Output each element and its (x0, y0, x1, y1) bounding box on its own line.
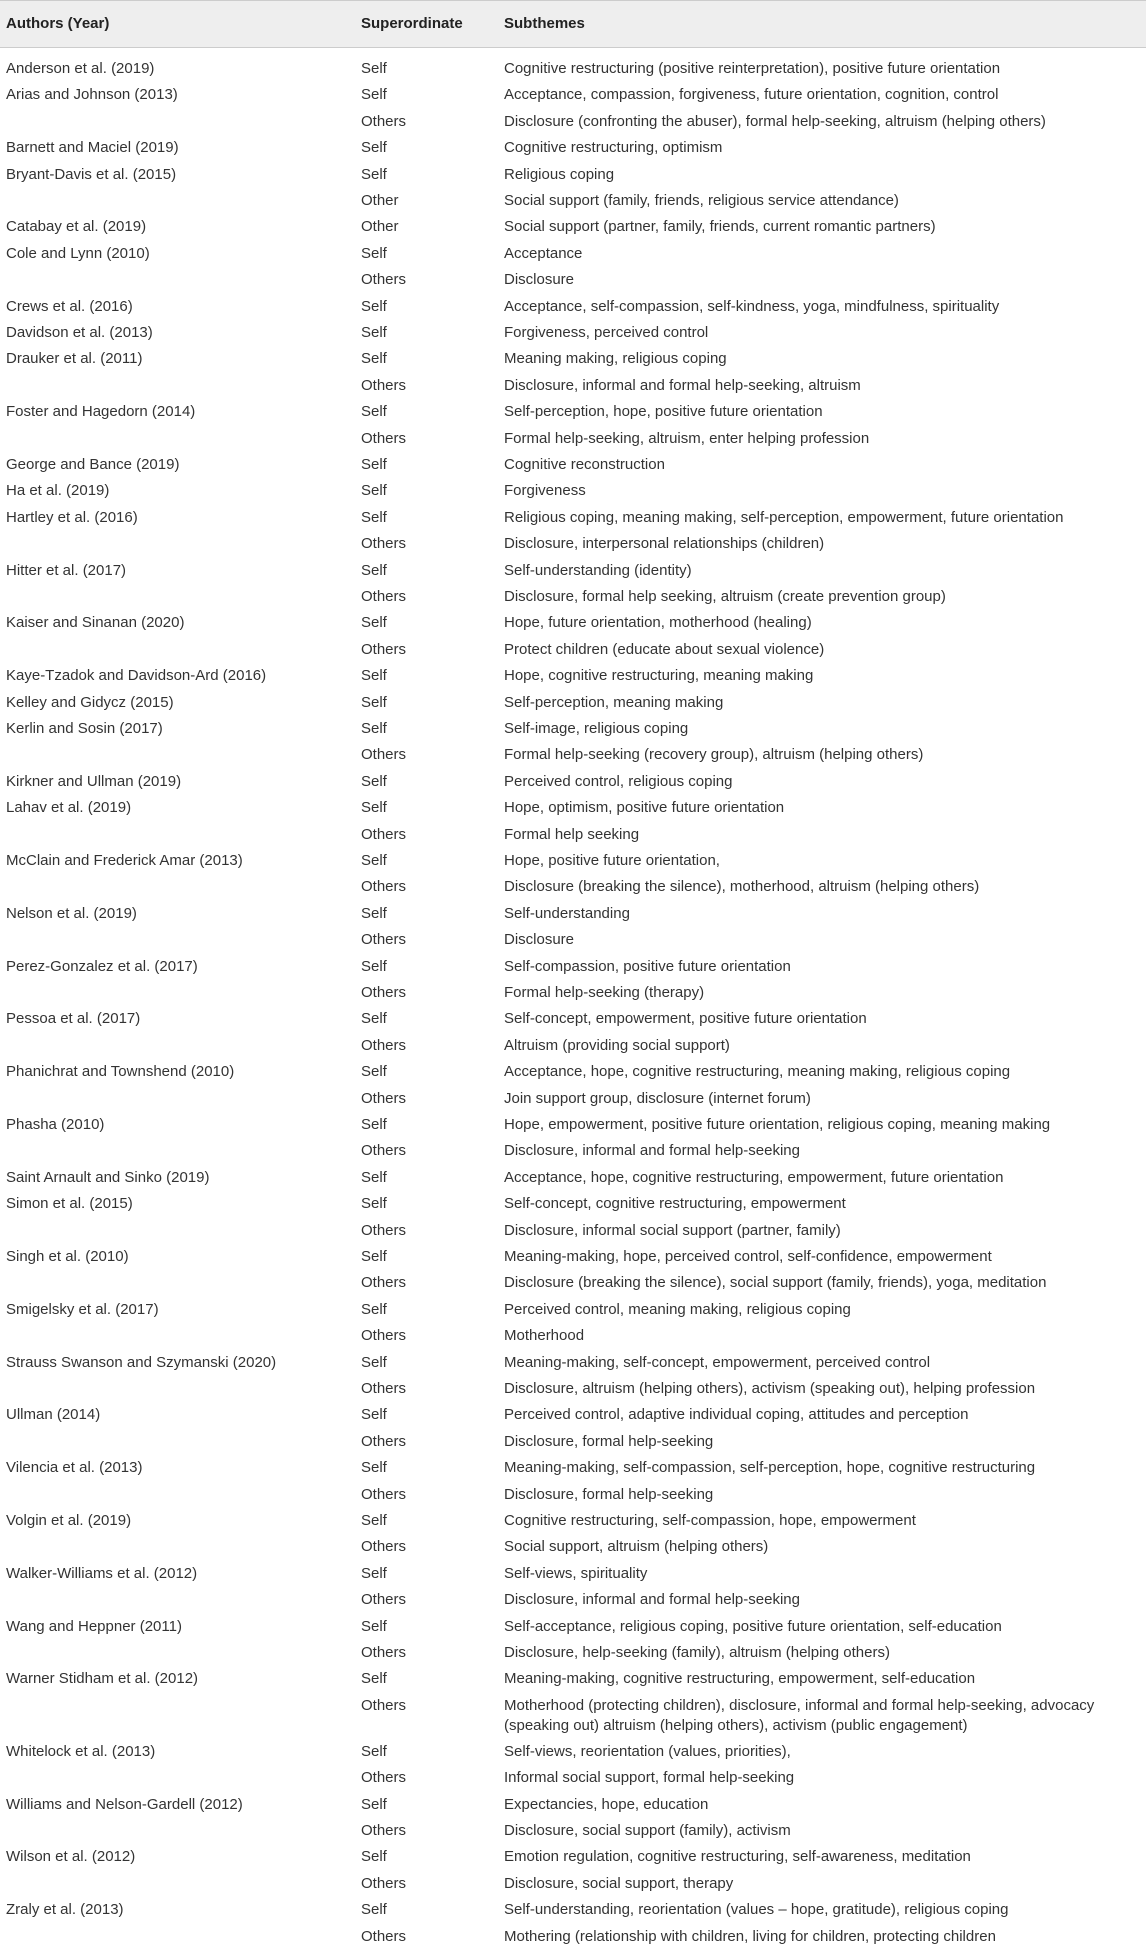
table-row (0, 188, 1146, 214)
cell-superordinate: Others (361, 1274, 407, 1292)
table-row (0, 1587, 1146, 1613)
table-row (0, 1897, 1146, 1923)
cell-superordinate: Self (361, 350, 387, 368)
cell-superordinate: Self (361, 1617, 387, 1635)
cell-superordinate: Self (361, 1353, 387, 1371)
cell-subthemes: Self-views, reorientation (values, priorities), (504, 1742, 791, 1760)
table-row (0, 531, 1146, 557)
cell-subthemes: Acceptance, hope, cognitive restructuring, meaning making, religious coping (504, 1063, 1011, 1081)
cell-author: Ullman (2014) (6, 1406, 101, 1424)
cell-subthemes: Self-image, religious coping (504, 720, 689, 737)
cell-subthemes: Religious coping (504, 165, 615, 183)
cell-superordinate: Others (361, 640, 407, 658)
cell-superordinate: Self (361, 957, 387, 975)
cell-superordinate: Self (361, 482, 387, 500)
cell-subthemes: Hope, positive future orientation, (504, 852, 720, 869)
cell-superordinate: Others (361, 878, 407, 896)
cell-author: Drauker et al. (2011) (6, 350, 143, 368)
table-row (0, 1429, 1146, 1455)
table-row (0, 241, 1146, 267)
cell-superordinate: Self (361, 508, 387, 526)
cell-superordinate: Self (361, 561, 387, 579)
table-row (0, 1033, 1146, 1059)
cell-author: Perez-Gonzalez et al. (2017) (6, 957, 198, 975)
cell-author: Catabay et al. (2019) (6, 218, 147, 236)
cell-superordinate: Self (361, 297, 387, 315)
cell-subthemes: Meaning-making, hope, perceived control, self-confidence, empowerment (504, 1248, 992, 1265)
cell-subthemes: Meaning-making, self-compassion, self-perception, hope, cognitive restructuring (504, 1459, 1036, 1477)
table-row (0, 610, 1146, 636)
cell-author: Hitter et al. (2017) (6, 561, 127, 579)
cell-subthemes: Cognitive restructuring, self-compassion, hope, empowerment (504, 1512, 916, 1529)
table-row (0, 1792, 1146, 1818)
cell-superordinate: Self (361, 852, 387, 869)
cell-subthemes: Cognitive reconstruction (504, 456, 665, 473)
table-row (0, 320, 1146, 346)
cell-subthemes: Disclosure, social support, therapy (504, 1874, 734, 1892)
cell-author: Kaiser and Sinanan (2020) (6, 614, 185, 632)
cell-superordinate: Others (361, 112, 407, 130)
cell-superordinate: Others (361, 1769, 407, 1787)
cell-superordinate: Others (361, 376, 407, 394)
cell-subthemes: Social support (family, friends, religious service attendance) (504, 192, 899, 209)
table-row (0, 1534, 1146, 1560)
table-row (0, 82, 1146, 108)
cell-subthemes: Self-concept, empowerment, positive future orientation (504, 1010, 867, 1028)
cell-superordinate: Others (361, 1221, 407, 1239)
table-row (0, 1112, 1146, 1138)
cell-subthemes: Perceived control, meaning making, religious coping (504, 1300, 851, 1318)
table-row (0, 637, 1146, 663)
cell-superordinate: Self (361, 60, 387, 77)
cell-author: Wang and Heppner (2011) (6, 1617, 182, 1635)
cell-subthemes: Disclosure (504, 931, 575, 949)
table-row (0, 690, 1146, 716)
cell-author: Warner Stidham et al. (2012) (6, 1670, 199, 1688)
cell-author: Davidson et al. (2013) (6, 324, 153, 341)
table-row (0, 901, 1146, 927)
cell-subthemes: Disclosure, informal and formal help-seeking (504, 1142, 800, 1160)
cell-superordinate: Self (361, 1248, 387, 1265)
cell-subthemes: Disclosure (breaking the silence), social support (family, friends), yoga, meditation (504, 1274, 1047, 1292)
cell-superordinate: Self (361, 1168, 387, 1186)
cell-subthemes: Formal help-seeking, altruism, enter helping profession (504, 429, 870, 447)
cell-subthemes: Social support, altruism (helping others) (504, 1538, 769, 1556)
table-row (0, 214, 1146, 240)
cell-superordinate: Self (361, 139, 387, 157)
cell-subthemes: Self-concept, cognitive restructuring, empowerment (504, 1195, 846, 1213)
cell-author: Vilencia et al. (2013) (6, 1459, 143, 1477)
cell-superordinate: Self (361, 904, 387, 922)
cell-superordinate: Self (361, 1795, 387, 1813)
cell-author: Singh et al. (2010) (6, 1248, 129, 1265)
cell-subthemes: Disclosure, social support (family), activism (504, 1822, 791, 1839)
table-row (0, 848, 1146, 874)
cell-superordinate: Other (361, 218, 399, 236)
cell-author: Wilson et al. (2012) (6, 1848, 136, 1866)
cell-subthemes: Perceived control, religious coping (504, 772, 733, 790)
cell-subthemes: Disclosure (504, 271, 575, 289)
table-row (0, 874, 1146, 900)
cell-subthemes: Self-perception, hope, positive future orientation (504, 403, 823, 421)
cell-subthemes: Acceptance, compassion, forgiveness, future orientation, cognition, control (504, 86, 999, 104)
cell-superordinate: Others (361, 825, 407, 843)
cell-author: Hartley et al. (2016) (6, 508, 138, 526)
cell-subthemes: Formal help seeking (504, 825, 640, 843)
cell-superordinate: Self (361, 799, 387, 817)
cell-superordinate: Others (361, 984, 407, 1001)
cell-author: Phasha (2010) (6, 1116, 105, 1133)
cell-author: Pessoa et al. (2017) (6, 1010, 141, 1028)
cell-author: Nelson et al. (2019) (6, 904, 137, 922)
cell-subthemes: Hope, future orientation, motherhood (healing) (504, 614, 812, 632)
cell-subthemes: Formal help-seeking (therapy) (504, 984, 705, 1001)
cell-author: Zraly et al. (2013) (6, 1901, 124, 1919)
cell-author: Strauss Swanson and Szymanski (2020) (6, 1353, 277, 1371)
table-row (0, 558, 1146, 584)
cell-author: Smigelsky et al. (2017) (6, 1300, 159, 1318)
cell-subthemes: Expectancies, hope, education (504, 1795, 709, 1813)
table-row (0, 954, 1146, 980)
cell-subthemes: Protect children (educate about sexual violence) (504, 640, 825, 658)
cell-subthemes: Self-perception, meaning making (504, 693, 724, 711)
cell-subthemes: Acceptance, self-compassion, self-kindness, yoga, mindfulness, spirituality (504, 297, 1000, 315)
cell-superordinate: Others (361, 1927, 407, 1945)
cell-author: McClain and Frederick Amar (2013) (6, 852, 243, 869)
cell-author: Arias and Johnson (2013) (6, 86, 178, 104)
cell-superordinate: Others (361, 1538, 407, 1556)
cell-superordinate: Others (361, 1822, 407, 1839)
cell-subthemes: Hope, optimism, positive future orientation (504, 799, 785, 817)
header-subthemes: Subthemes (504, 15, 585, 32)
cell-subthemes: Disclosure, formal help-seeking (504, 1485, 714, 1503)
cell-subthemes: Self-understanding, reorientation (values – hope, gratitude), religious coping (504, 1901, 1009, 1919)
cell-author: Barnett and Maciel (2019) (6, 139, 179, 157)
table-row (0, 135, 1146, 161)
table-row (0, 1191, 1146, 1217)
cell-subthemes: Hope, cognitive restructuring, meaning making (504, 667, 814, 685)
cell-subthemes: Cognitive restructuring (positive reinterpretation), positive future orientation (504, 60, 1001, 77)
cell-author: Phanichrat and Townshend (2010) (6, 1063, 235, 1081)
cell-superordinate: Self (361, 403, 387, 421)
cell-superordinate: Self (361, 1010, 387, 1028)
cell-superordinate: Self (361, 1459, 387, 1477)
table-row (0, 663, 1146, 689)
cell-superordinate: Self (361, 1742, 387, 1760)
cell-subthemes: Meaning making, religious coping (504, 350, 727, 368)
cell-subthemes: Disclosure, informal and formal help-seeking (504, 1591, 800, 1609)
table-row (0, 1666, 1146, 1692)
table-header (0, 0, 1146, 48)
cell-superordinate: Self (361, 1300, 387, 1318)
cell-subthemes: Self-compassion, positive future orientation (504, 957, 791, 975)
cell-superordinate: Others (361, 535, 407, 553)
cell-subthemes: Disclosure, informal social support (partner, family) (504, 1221, 841, 1239)
table-row (0, 346, 1146, 372)
cell-superordinate: Others (361, 1874, 407, 1892)
table-row (0, 56, 1146, 82)
cell-subthemes: Religious coping, meaning making, self-perception, empowerment, future orientation (504, 508, 1064, 526)
table-row (0, 452, 1146, 478)
table-row (0, 1165, 1146, 1191)
table-row (0, 1270, 1146, 1296)
cell-author: Bryant-Davis et al. (2015) (6, 165, 177, 183)
cell-author: George and Bance (2019) (6, 456, 180, 473)
table-row (0, 1924, 1146, 1950)
header-superordinate: Superordinate (361, 15, 463, 32)
table-row (0, 1402, 1146, 1428)
table-row (0, 109, 1146, 135)
table-row (0, 1244, 1146, 1270)
table-row (0, 1297, 1146, 1323)
table-row (0, 1350, 1146, 1376)
table-row (0, 1376, 1146, 1402)
table-row (0, 1765, 1146, 1791)
cell-superordinate: Self (361, 693, 387, 711)
cell-subthemes: Join support group, disclosure (internet forum) (504, 1089, 811, 1107)
table-row (0, 1006, 1146, 1032)
cell-author: Lahav et al. (2019) (6, 799, 132, 817)
cell-author: Volgin et al. (2019) (6, 1512, 132, 1529)
table-row (0, 1323, 1146, 1349)
header-authors: Authors (Year) (6, 15, 110, 32)
cell-superordinate: Others (361, 1036, 407, 1054)
cell-superordinate: Others (361, 1644, 407, 1661)
cell-subthemes: Meaning-making, cognitive restructuring, empowerment, self-education (504, 1670, 976, 1688)
table-row (0, 1693, 1146, 1739)
cell-subthemes: Perceived control, adaptive individual coping, attitudes and perception (504, 1406, 969, 1424)
cell-subthemes: Disclosure, interpersonal relationships (children) (504, 535, 825, 553)
cell-subthemes: Disclosure, help-seeking (family), altruism (helping others) (504, 1644, 890, 1661)
cell-subthemes: Informal social support, formal help-seeking (504, 1769, 795, 1787)
cell-subthemes: Self-acceptance, religious coping, positive future orientation, self-education (504, 1617, 1002, 1635)
cell-superordinate: Others (361, 429, 407, 447)
cell-superordinate: Self (361, 165, 387, 183)
cell-subthemes: Altruism (providing social support) (504, 1036, 730, 1054)
table-row (0, 1482, 1146, 1508)
table-row (0, 1818, 1146, 1844)
cell-superordinate: Self (361, 772, 387, 790)
cell-subthemes: Mothering (relationship with children, living for children, protecting children (504, 1927, 996, 1945)
cell-author: Crews et al. (2016) (6, 297, 133, 315)
table-row (0, 1844, 1146, 1870)
cell-author: Walker-Williams et al. (2012) (6, 1564, 198, 1582)
table-row (0, 584, 1146, 610)
cell-author: Simon et al. (2015) (6, 1195, 133, 1213)
table-row (0, 162, 1146, 188)
cell-subthemes: Cognitive restructuring, optimism (504, 139, 723, 157)
cell-author: Williams and Nelson-Gardell (2012) (6, 1795, 243, 1813)
table-row (0, 1508, 1146, 1534)
cell-subthemes: Self-understanding (identity) (504, 561, 692, 579)
cell-superordinate: Self (361, 1564, 387, 1582)
table-row (0, 1614, 1146, 1640)
cell-superordinate: Others (361, 1696, 407, 1714)
cell-superordinate: Others (361, 746, 407, 764)
table-row (0, 373, 1146, 399)
table-row (0, 1871, 1146, 1897)
cell-superordinate: Self (361, 1063, 387, 1081)
cell-author: Whitelock et al. (2013) (6, 1742, 156, 1760)
cell-author: Kaye-Tzadok and Davidson-Ard (2016) (6, 667, 267, 685)
cell-subthemes: Self-views, spirituality (504, 1564, 648, 1582)
cell-subthemes: Forgiveness (504, 482, 586, 500)
cell-superordinate: Self (361, 1512, 387, 1529)
cell-author: Saint Arnault and Sinko (2019) (6, 1168, 210, 1186)
table-row (0, 1739, 1146, 1765)
cell-superordinate: Self (361, 1116, 387, 1133)
cell-superordinate: Other (361, 192, 399, 209)
cell-subthemes: Motherhood (protecting children), disclosure, informal and formal help-seeking, advocacy (speaking out) altruism (helping others), activism (public engagement) (504, 1696, 1095, 1734)
cell-superordinate: Others (361, 1327, 407, 1345)
table-row (0, 399, 1146, 425)
table-row (0, 795, 1146, 821)
table-row (0, 294, 1146, 320)
cell-superordinate: Others (361, 1485, 407, 1503)
cell-subthemes: Disclosure (breaking the silence), motherhood, altruism (helping others) (504, 878, 980, 896)
cell-superordinate: Others (361, 931, 407, 949)
table-row (0, 1059, 1146, 1085)
cell-subthemes: Emotion regulation, cognitive restructuring, self-awareness, meditation (504, 1848, 971, 1866)
cell-subthemes: Disclosure, formal help-seeking (504, 1432, 714, 1450)
cell-superordinate: Others (361, 1089, 407, 1107)
cell-superordinate: Others (361, 1591, 407, 1609)
cell-superordinate: Self (361, 1195, 387, 1213)
table-row (0, 1138, 1146, 1164)
cell-subthemes: Hope, empowerment, positive future orientation, religious coping, meaning making (504, 1116, 1051, 1133)
cell-author: Ha et al. (2019) (6, 482, 110, 500)
cell-superordinate: Self (361, 456, 387, 473)
table-row (0, 1218, 1146, 1244)
cell-subthemes: Disclosure, altruism (helping others), activism (speaking out), helping profession (504, 1380, 1036, 1397)
cell-author: Kerlin and Sosin (2017) (6, 720, 163, 737)
table-row (0, 426, 1146, 452)
table-row (0, 742, 1146, 768)
cell-superordinate: Self (361, 1901, 387, 1919)
table-row (0, 822, 1146, 848)
cell-subthemes: Forgiveness, perceived control (504, 324, 709, 341)
cell-superordinate: Self (361, 667, 387, 685)
cell-author: Kirkner and Ullman (2019) (6, 772, 182, 790)
cell-superordinate: Others (361, 588, 407, 605)
cell-subthemes: Formal help-seeking (recovery group), altruism (helping others) (504, 746, 924, 764)
cell-superordinate: Others (361, 271, 407, 289)
cell-subthemes: Disclosure, informal and formal help-seeking, altruism (504, 376, 861, 394)
cell-subthemes: Motherhood (504, 1327, 585, 1345)
table-row (0, 769, 1146, 795)
table-row (0, 1455, 1146, 1481)
cell-subthemes: Self-understanding (504, 904, 630, 922)
cell-subthemes: Disclosure (confronting the abuser), formal help-seeking, altruism (helping others) (504, 112, 1046, 130)
cell-author: Kelley and Gidycz (2015) (6, 693, 174, 711)
table-row (0, 267, 1146, 293)
cell-superordinate: Self (361, 1406, 387, 1424)
cell-subthemes: Acceptance, hope, cognitive restructuring, empowerment, future orientation (504, 1168, 1004, 1186)
table-row (0, 980, 1146, 1006)
cell-superordinate: Self (361, 1670, 387, 1688)
cell-author: Anderson et al. (2019) (6, 60, 155, 77)
cell-superordinate: Self (361, 244, 387, 262)
cell-subthemes: Disclosure, formal help seeking, altruism (create prevention group) (504, 588, 946, 605)
table-row (0, 1086, 1146, 1112)
cell-superordinate: Self (361, 86, 387, 104)
cell-superordinate: Others (361, 1432, 407, 1450)
table-row (0, 1640, 1146, 1666)
cell-superordinate: Self (361, 1848, 387, 1866)
cell-superordinate: Self (361, 614, 387, 632)
table-row (0, 505, 1146, 531)
cell-superordinate: Others (361, 1142, 407, 1160)
table-row (0, 716, 1146, 742)
cell-subthemes: Meaning-making, self-concept, empowerment, perceived control (504, 1353, 931, 1371)
cell-subthemes: Acceptance (504, 244, 583, 262)
cell-superordinate: Self (361, 720, 387, 737)
cell-superordinate: Others (361, 1380, 407, 1397)
cell-author: Cole and Lynn (2010) (6, 244, 150, 262)
table-row (0, 927, 1146, 953)
cell-author: Foster and Hagedorn (2014) (6, 403, 196, 421)
table-row (0, 1561, 1146, 1587)
cell-subthemes: Social support (partner, family, friends, current romantic partners) (504, 218, 936, 236)
cell-superordinate: Self (361, 324, 387, 341)
table-row (0, 478, 1146, 504)
